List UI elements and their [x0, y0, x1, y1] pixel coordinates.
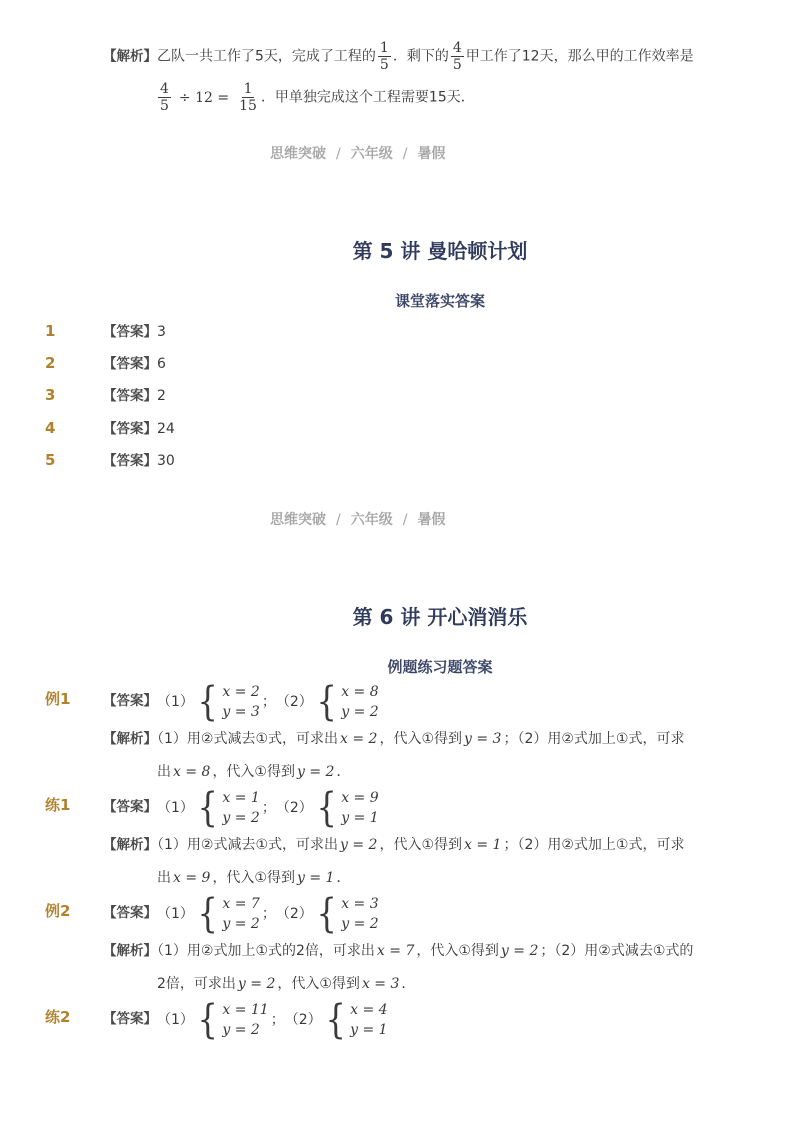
equation-system: { x = 2 y = 3: [197, 679, 260, 725]
brace: {: [197, 891, 218, 937]
equation-system: { x = 7 y = 2: [197, 891, 260, 937]
equation-system: { x = 1 y = 2: [197, 785, 260, 831]
answer-value: 24: [157, 421, 175, 437]
answer-tag: 【答案】: [103, 324, 157, 340]
example-label: 练1: [45, 796, 71, 814]
top-analysis-line1: 【解析】乙队一共工作了5天，完成了工程的 $\frac{1}{5}$ ．剩下的 $\frac{4}{5}$ 甲工作了12天，那么甲的工作效率是: [103, 40, 694, 73]
analysis-line: 【解析】（1）用②式减去①式，可求出 y = 2 ，代入①得到 x = 1 ；（2）用②式加上①式，可求: [103, 837, 685, 853]
fraction: $\frac{4}{5}$: [160, 81, 169, 114]
brace: {: [325, 997, 346, 1043]
brace: {: [316, 785, 337, 831]
page-footer: 思维突破 / 六年级 / 暑假: [270, 512, 446, 528]
fraction: $\frac{1}{5}$: [379, 40, 389, 73]
analysis-tag: 【解析】: [103, 48, 157, 65]
example-label: 例2: [45, 902, 71, 920]
answer-value: 3: [157, 324, 166, 340]
item-number: 3: [45, 386, 56, 404]
analysis-line: 2倍，可求出 y = 2 ，代入①得到 x = 3 ．: [157, 976, 416, 992]
item-number: 4: [45, 419, 56, 437]
analysis-line: 【解析】（1）用②式减去①式，可求出 x = 2 ，代入①得到 y = 3 ；（2）用②式加上①式，可求: [103, 731, 685, 747]
answer-tag: 【答案】: [103, 1011, 157, 1027]
analysis-line: 【解析】（1）用②式加上①式的2倍，可求出 x = 7 ，代入①得到 y = 2 ；（2）用②式减去①式的: [103, 943, 694, 959]
item-number: 2: [45, 354, 56, 372]
answer-tag: 【答案】: [103, 693, 157, 709]
analysis-line: 出 x = 9 ，代入①得到 y = 1 ．: [157, 870, 351, 886]
answer-value: 2: [157, 388, 166, 404]
answer-tag: 【答案】: [103, 799, 157, 815]
top-analysis-line2: $\frac{4}{5}$ ÷ 12 = $\frac{1}{15}$ ．甲单独完成这个工程需要15天．: [160, 81, 475, 114]
answer-tag: 【答案】: [103, 356, 157, 372]
example-label: 练2: [45, 1008, 71, 1026]
equation-system: { x = 4 y = 1: [325, 997, 388, 1043]
fraction: $\frac{4}{5}$: [452, 40, 462, 73]
answer-systems: （1） { x = 1 y = 2 ； （2） { x = 9 y = 1: [157, 785, 379, 831]
example-label: 例1: [45, 690, 71, 708]
answer-systems: （1） { x = 2 y = 3 ； （2） { x = 8 y = 2: [157, 679, 379, 725]
answer-value: 30: [157, 453, 175, 469]
equation-system: { x = 9 y = 1: [316, 785, 379, 831]
brace: {: [316, 679, 337, 725]
brace: {: [197, 785, 218, 831]
item-number: 5: [45, 451, 56, 469]
brace: {: [197, 997, 218, 1043]
fraction: $\frac{1}{15}$: [239, 81, 257, 114]
equation-system: { x = 3 y = 2: [316, 891, 379, 937]
analysis-line: 出 x = 8 ，代入①得到 y = 2 ．: [157, 764, 351, 780]
lecture-title: 第 5 讲 曼哈顿计划: [352, 239, 528, 263]
section-title: 课堂落实答案: [394, 292, 485, 310]
section-title: 例题练习题答案: [387, 658, 493, 676]
answer-value: 6: [157, 356, 166, 372]
page-footer: 思维突破 / 六年级 / 暑假: [270, 146, 446, 162]
answer-tag: 【答案】: [103, 905, 157, 921]
item-number: 1: [45, 322, 56, 340]
brace: {: [316, 891, 337, 937]
lecture-title: 第 6 讲 开心消消乐: [352, 605, 528, 629]
equation-system: { x = 8 y = 2: [316, 679, 379, 725]
answer-tag: 【答案】: [103, 421, 157, 437]
answer-systems: （1） { x = 11 y = 2 ； （2） { x = 4 y = 1: [157, 997, 388, 1043]
brace: {: [197, 679, 218, 725]
answer-systems: （1） { x = 7 y = 2 ； （2） { x = 3 y = 2: [157, 891, 379, 937]
answer-tag: 【答案】: [103, 453, 157, 469]
answer-tag: 【答案】: [103, 388, 157, 404]
equation-system: { x = 11 y = 2: [197, 997, 269, 1043]
